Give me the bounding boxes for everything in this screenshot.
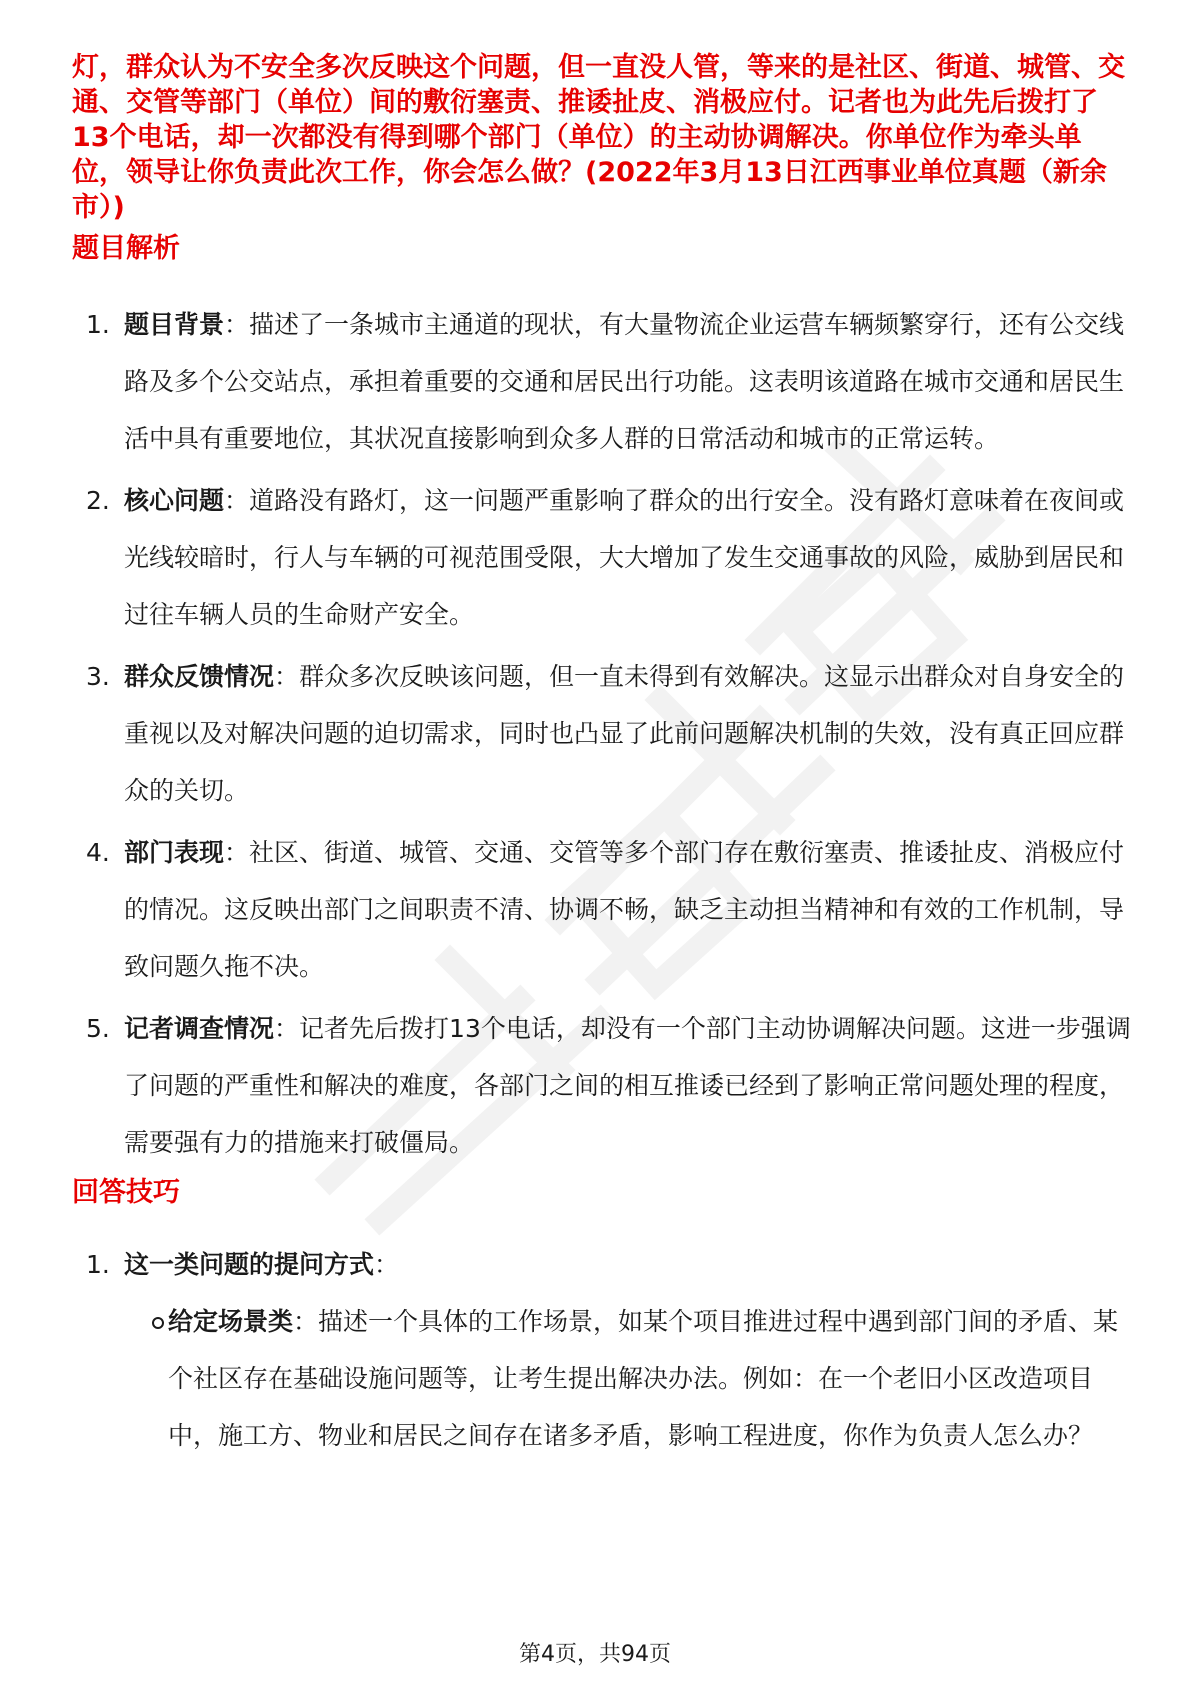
item-number: 1. <box>86 310 110 339</box>
sub-item-heading: 给定场景类 <box>168 1307 294 1336</box>
list-item <box>72 824 1132 995</box>
item-number: 1. <box>86 1250 110 1279</box>
list-item <box>72 296 1132 467</box>
item-separator: ： <box>224 486 250 515</box>
item-heading: 部门表现 <box>124 838 225 867</box>
item-heading: 记者调查情况 <box>124 1014 275 1043</box>
item-text: 描述了一条城市主通道的现状，有大量物流企业运营车辆频繁穿行，还有公交线路及多个公交站点，承担着重要的交通和居民出行功能。这表明该道路在城市交通和居民生活中具有重要地位，其状况直接影响到众多人群的日常活动和城市的正常运转。 <box>124 310 1125 453</box>
item-heading: 核心问题 <box>124 486 225 515</box>
page-footer: 第4页，共94页 <box>519 1642 671 1667</box>
sub-list <box>72 1293 1132 1464</box>
item-separator: ： <box>274 1014 300 1043</box>
sub-item-text: 描述一个具体的工作场景，如某个项目推进过程中遇到部门间的矛盾、某个社区存在基础设施问题等，让考生提出解决办法。例如：在一个老旧小区改造项目中，施工方、物业和居民之间存在诸多矛盾，影响工程进度，你作为负责人怎么办？ <box>168 1307 1119 1450</box>
item-separator: ： <box>224 838 250 867</box>
bullet-icon <box>152 1317 164 1329</box>
list-item <box>72 1000 1132 1171</box>
list-item <box>72 1236 1132 1464</box>
item-heading: 题目背景 <box>124 310 225 339</box>
item-text: 记者先后拨打13个电话，却没有一个部门主动协调解决问题。这进一步强调了问题的严重性和解决的难度，各部门之间的相互推诿已经到了影响正常问题处理的程度，需要强有力的措施来打破僵局。 <box>124 1014 1131 1157</box>
tips-list <box>72 1236 1132 1469</box>
item-number: 3. <box>86 662 110 691</box>
item-number: 5. <box>86 1014 110 1043</box>
item-text: 道路没有路灯，这一问题严重影响了群众的出行安全。没有路灯意味着在夜间或光线较暗时，行人与车辆的可视范围受限，大大增加了发生交通事故的风险，威胁到居民和过往车辆人员的生命财产安全。 <box>124 486 1125 629</box>
list-item <box>72 472 1132 643</box>
list-item <box>72 648 1132 819</box>
item-number: 2. <box>86 486 110 515</box>
section-title-analysis: 题目解析 <box>72 233 180 264</box>
item-separator: ： <box>224 310 250 339</box>
item-heading: 群众反馈情况 <box>124 662 275 691</box>
item-text: 社区、街道、城管、交通、交管等多个部门存在敷衍塞责、推诿扯皮、消极应付的情况。这反映出部门之间职责不清、协调不畅，缺乏主动担当精神和有效的工作机制，导致问题久拖不决。 <box>124 838 1125 981</box>
analysis-list <box>72 296 1132 1176</box>
item-separator: ： <box>274 662 300 691</box>
item-number: 4. <box>86 838 110 867</box>
sub-list-item <box>72 1293 1132 1464</box>
question-text: 灯，群众认为不安全多次反映这个问题，但一直没人管，等来的是社区、街道、城管、交通、交管等部门（单位）间的敷衍塞责、推诿扯皮、消极应付。记者也为此先后拨打了13个电话，却一次都没有得到哪个部门（单位）的主动协调解决。你单位作为牵头单位，领导让你负责此次工作，你会怎么做？(2022年3月13日江西事业单位真题（新余市）) <box>72 52 1125 223</box>
section-title-tips: 回答技巧 <box>72 1177 180 1208</box>
sub-item-separator: ： <box>293 1307 319 1336</box>
item-separator: ： <box>374 1250 400 1279</box>
item-heading: 这一类问题的提问方式 <box>124 1250 375 1279</box>
item-text: 群众多次反映该问题，但一直未得到有效解决。这显示出群众对自身安全的重视以及对解决问题的迫切需求，同时也凸显了此前问题解决机制的失效，没有真正回应群众的关切。 <box>124 662 1125 805</box>
